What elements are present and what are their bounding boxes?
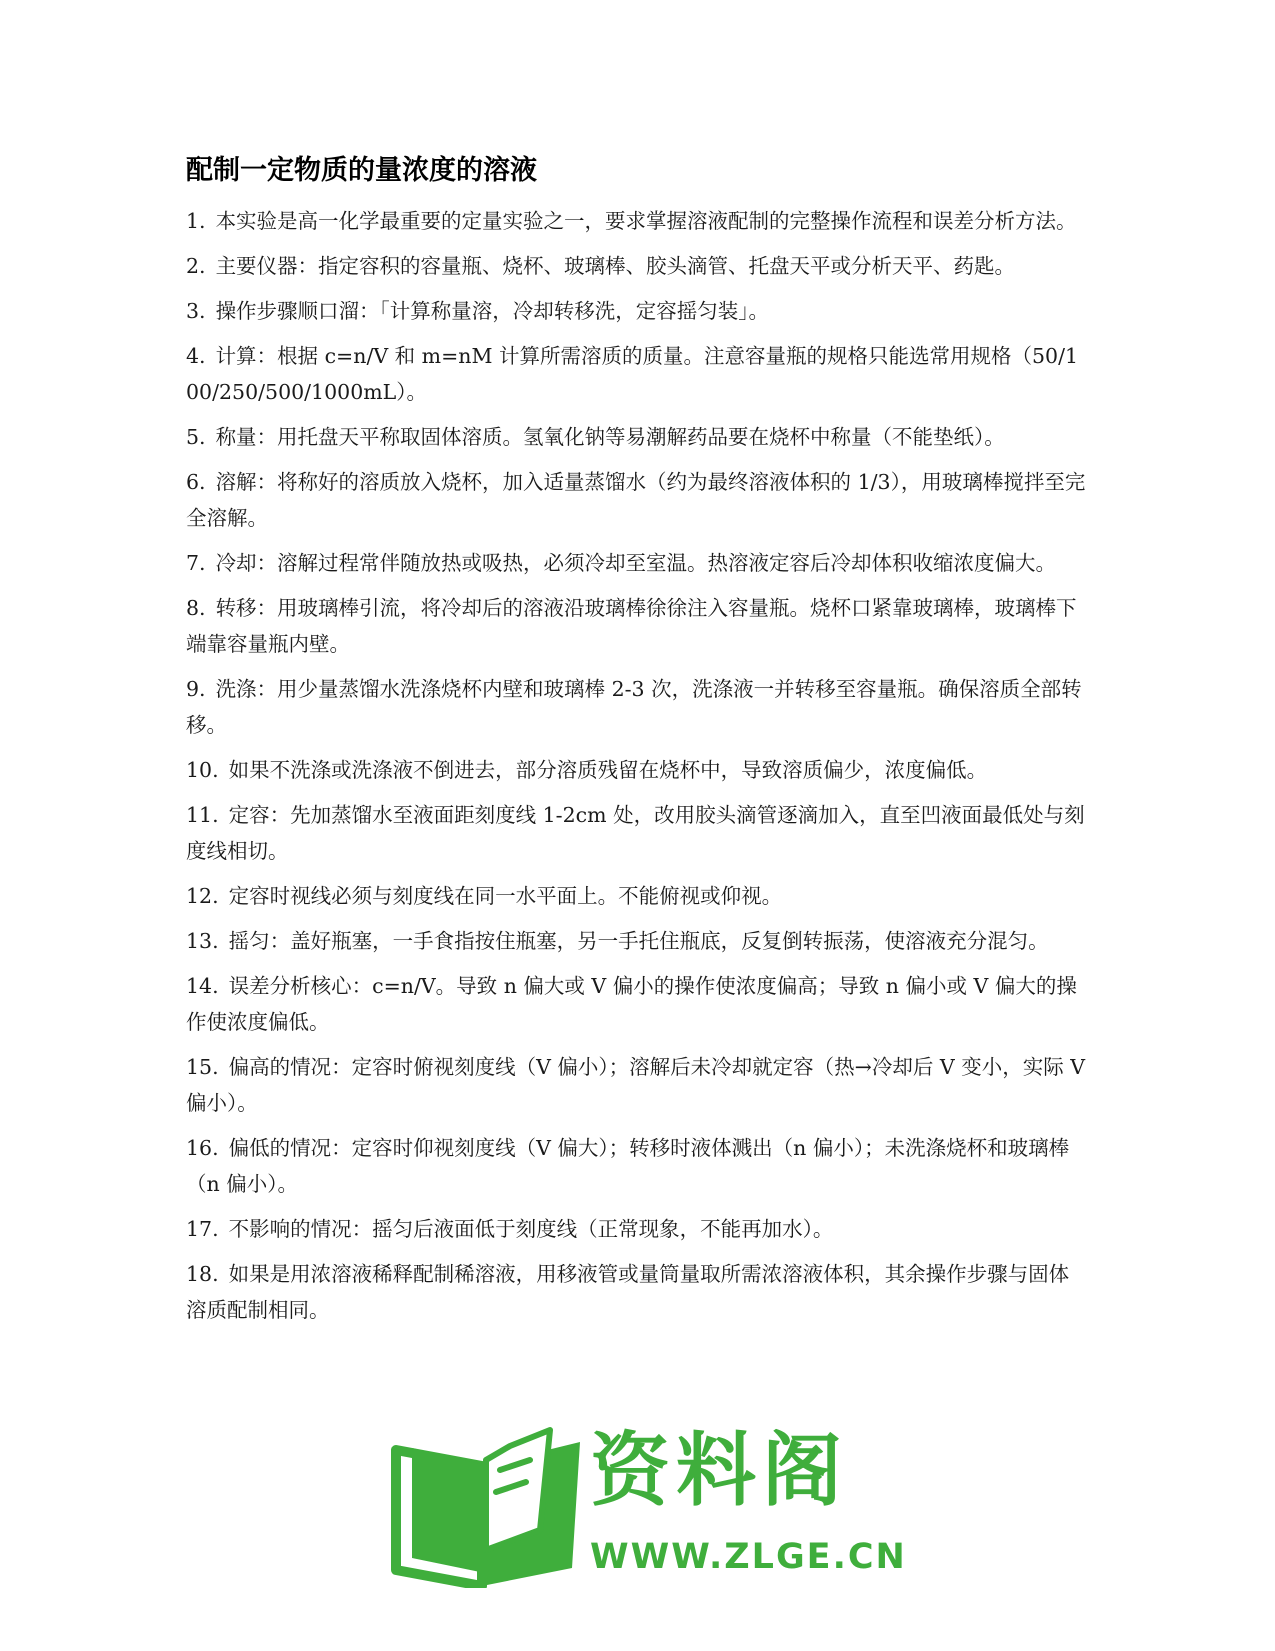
list-item xyxy=(186,248,1086,284)
item-number: 15. xyxy=(186,1055,219,1079)
item-number: 5. xyxy=(186,425,206,449)
list-item xyxy=(186,1256,1086,1328)
item-text: 不影响的情况：摇匀后液面低于刻度线（正常现象，不能再加水）。 xyxy=(228,1217,834,1241)
item-text: 称量：用托盘天平称取固体溶质。氢氧化钠等易潮解药品要在烧杯中称量（不能垫纸）。 xyxy=(215,425,1005,449)
list-item xyxy=(186,203,1086,239)
list-item xyxy=(186,590,1086,662)
item-text: 误差分析核心：c=n/V。导致 n 偏大或 V 偏小的操作使浓度偏高；导致 n 偏小或 V 偏大的操作使浓度偏低。 xyxy=(186,974,1077,1034)
list-item xyxy=(186,293,1086,329)
page-title: 配制一定物质的量浓度的溶液 xyxy=(186,155,537,186)
item-text: 偏低的情况：定容时仰视刻度线（V 偏大）；转移时液体溅出（n 偏小）；未洗涤烧杯和玻璃棒（n 偏小）。 xyxy=(186,1136,1070,1196)
item-text: 定容：先加蒸馏水至液面距刻度线 1-2cm 处，改用胶头滴管逐滴加入，直至凹液面最低处与刻度线相切。 xyxy=(186,803,1085,863)
watermark-logo xyxy=(390,1420,907,1590)
item-text: 偏高的情况：定容时俯视刻度线（V 偏小）；溶解后未冷却就定容（热→冷却后 V 变小，实际 V 偏小）。 xyxy=(186,1055,1086,1115)
item-number: 14. xyxy=(186,974,219,998)
list-item xyxy=(186,878,1086,914)
item-number: 17. xyxy=(186,1217,219,1241)
list-item xyxy=(186,545,1086,581)
item-text: 溶解：将称好的溶质放入烧杯，加入适量蒸馏水（约为最终溶液体积的 1/3），用玻璃棒搅拌至完全溶解。 xyxy=(186,470,1086,530)
item-number: 12. xyxy=(186,884,219,908)
item-text: 洗涤：用少量蒸馏水洗涤烧杯内壁和玻璃棒 2-3 次，洗涤液一并转移至容量瓶。确保溶质全部转移。 xyxy=(186,677,1082,737)
item-number: 16. xyxy=(186,1136,219,1160)
watermark-name: 资料阁 xyxy=(590,1424,848,1517)
item-number: 11. xyxy=(186,803,219,827)
item-number: 8. xyxy=(186,596,206,620)
item-number: 9. xyxy=(186,677,206,701)
list-item xyxy=(186,968,1086,1040)
list-item xyxy=(186,797,1086,869)
item-text: 计算：根据 c=n/V 和 m=nM 计算所需溶质的质量。注意容量瓶的规格只能选常用规格（50/100/250/500/1000mL）。 xyxy=(186,344,1079,404)
item-text: 本实验是高一化学最重要的定量实验之一，要求掌握溶液配制的完整操作流程和误差分析方法。 xyxy=(215,209,1077,233)
item-number: 4. xyxy=(186,344,206,368)
list-item xyxy=(186,464,1086,536)
item-text: 定容时视线必须与刻度线在同一水平面上。不能俯视或仰视。 xyxy=(228,884,783,908)
item-number: 1. xyxy=(186,209,206,233)
list-item xyxy=(186,1130,1086,1202)
item-text: 如果是用浓溶液稀释配制稀溶液，用移液管或量筒量取所需浓溶液体积，其余操作步骤与固体溶质配制相同。 xyxy=(186,1262,1070,1322)
item-text: 摇匀：盖好瓶塞，一手食指按住瓶塞，另一手托住瓶底，反复倒转振荡，使溶液充分混匀。 xyxy=(228,929,1049,953)
item-text: 如果不洗涤或洗涤液不倒进去，部分溶质残留在烧杯中，导致溶质偏少，浓度偏低。 xyxy=(228,758,988,782)
item-number: 6. xyxy=(186,470,206,494)
item-text: 操作步骤顺口溜：「计算称量溶，冷却转移洗，定容摇匀装」。 xyxy=(215,299,770,323)
item-text: 主要仪器：指定容积的容量瓶、烧杯、玻璃棒、胶头滴管、托盘天平或分析天平、药匙。 xyxy=(215,254,1016,278)
item-text: 冷却：溶解过程常伴随放热或吸热，必须冷却至室温。热溶液定容后冷却体积收缩浓度偏大。 xyxy=(215,551,1057,575)
list-item xyxy=(186,1211,1086,1247)
item-number: 7. xyxy=(186,551,206,575)
list-item xyxy=(186,923,1086,959)
item-number: 18. xyxy=(186,1262,219,1286)
open-book-icon xyxy=(390,1420,590,1588)
item-number: 13. xyxy=(186,929,219,953)
list-item xyxy=(186,752,1086,788)
list-item xyxy=(186,1049,1086,1121)
item-number: 3. xyxy=(186,299,206,323)
watermark-url: WWW.ZLGE.CN xyxy=(590,1537,907,1577)
list-item xyxy=(186,338,1086,410)
list-item xyxy=(186,671,1086,743)
list-item xyxy=(186,419,1086,455)
item-number: 2. xyxy=(186,254,206,278)
item-text: 转移：用玻璃棒引流，将冷却后的溶液沿玻璃棒徐徐注入容量瓶。烧杯口紧靠玻璃棒，玻璃棒下端靠容量瓶内壁。 xyxy=(186,596,1077,656)
item-number: 10. xyxy=(186,758,219,782)
item-list xyxy=(186,203,1086,1337)
